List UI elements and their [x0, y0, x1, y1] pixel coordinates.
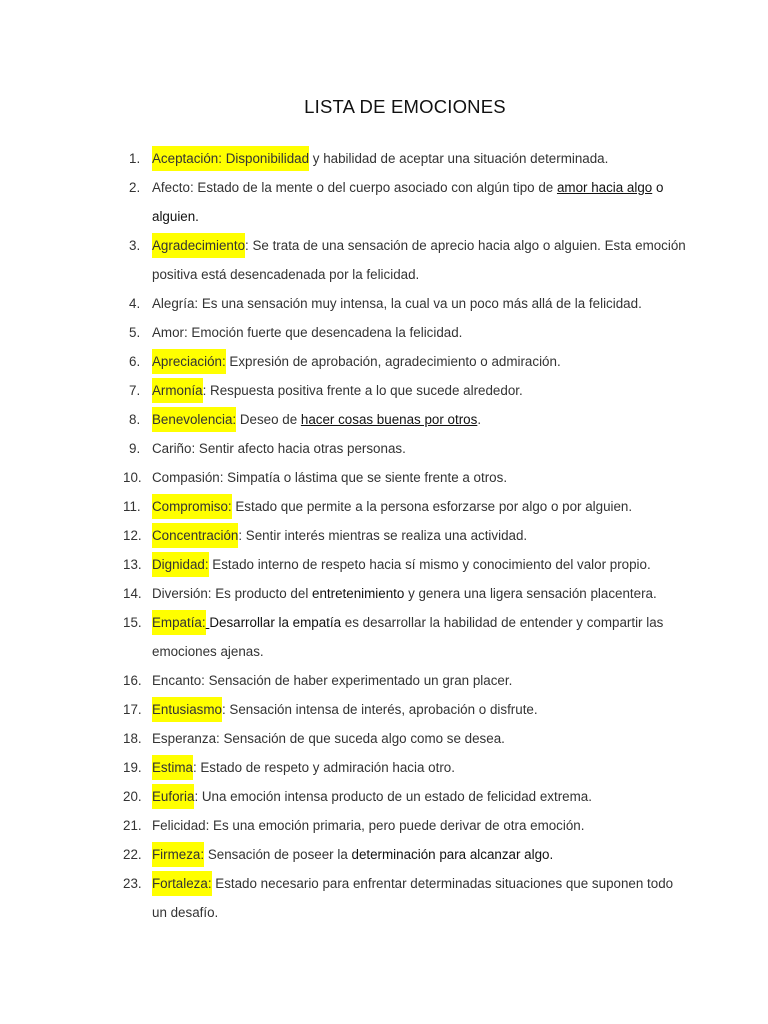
- list-item-text: .: [477, 412, 482, 427]
- list-item-text: Expresión de aprobación, agradecimiento o admiración.: [225, 354, 561, 369]
- list-item-number: 4.: [129, 296, 141, 311]
- list-item-text: : Se trata de una sensación de aprecio hacia algo o alguien. Esta emoción: [245, 238, 686, 253]
- list-item: [0, 811, 768, 840]
- highlighted-term: Concentración: [152, 523, 238, 548]
- emotion-list: [0, 144, 768, 927]
- list-item-number: 12.: [123, 528, 142, 543]
- highlighted-term: ecimiento: [188, 233, 245, 258]
- underlined-text: hacer cosas buenas por otros: [300, 412, 478, 427]
- list-item-line: [0, 231, 768, 260]
- list-item-text: Compasión: Simpatía o lástima que se siente frente a otros.: [152, 470, 508, 485]
- list-item: [0, 463, 768, 492]
- highlighted-term: Entusiasmo: [152, 697, 222, 722]
- highlighted-term: Aceptación: Disponibilidad: [152, 146, 309, 171]
- list-item: [0, 666, 768, 695]
- list-item-number: 2.: [129, 180, 141, 195]
- list-item-text: Sensación de poseer la: [204, 847, 352, 862]
- list-item-text: o: [652, 180, 664, 195]
- list-item-number: 9.: [129, 441, 141, 456]
- highlighted-term: Agrad: [152, 233, 188, 258]
- list-item-text: : Estado de respeto y admiración hacia otro.: [192, 760, 455, 775]
- list-item: [0, 869, 768, 927]
- highlighted-term: Firmeza:: [152, 842, 204, 867]
- list-item-text: : Respuesta positiva frente a lo que sucede alrededor.: [202, 383, 523, 398]
- list-item: [0, 840, 768, 869]
- highlighted-term: Dignidad:: [152, 552, 209, 577]
- list-item-text: Esperanza: Sensación de que suceda algo como se desea.: [152, 731, 505, 746]
- list-item: [0, 608, 768, 666]
- list-item-number: 18.: [123, 731, 142, 746]
- list-item: [0, 695, 768, 724]
- list-item-number: 5.: [129, 325, 141, 340]
- page-title: LISTA DE EMOCIONES: [304, 96, 506, 117]
- highlighted-term: Compromiso:: [152, 494, 232, 519]
- list-item-line: [0, 202, 768, 231]
- list-item-text: Alegría: Es una sensación muy intensa, la cual va un poco más allá de la felicidad.: [152, 296, 642, 311]
- list-item-line: [0, 347, 768, 376]
- list-item-text: determinación para alcanzar algo.: [351, 847, 554, 862]
- list-item-text: entretenimiento: [312, 586, 405, 601]
- list-item-text: Felicidad: Es una emoción primaria, pero puede derivar de otra emoción.: [152, 818, 585, 833]
- highlighted-term: Estima: [152, 755, 193, 780]
- list-item: [0, 405, 768, 434]
- list-item: [0, 724, 768, 753]
- list-item-text: y habilidad de aceptar una situación determinada.: [309, 151, 609, 166]
- list-item-line: [0, 405, 768, 434]
- list-item-line: [0, 289, 768, 318]
- highlighted-term: Armonía: [152, 378, 203, 403]
- list-item-number: 3.: [129, 238, 141, 253]
- list-item-line: [0, 492, 768, 521]
- list-item-line: [0, 608, 768, 637]
- list-item-number: 7.: [129, 383, 141, 398]
- list-item-line: [0, 434, 768, 463]
- list-item-text: Diversión: Es producto del: [152, 586, 313, 601]
- list-item: [0, 289, 768, 318]
- list-item-number: 21.: [123, 818, 142, 833]
- highlighted-term: Empatía:: [152, 610, 206, 635]
- list-item-number: 15.: [123, 615, 142, 630]
- list-item-number: 8.: [129, 412, 141, 427]
- list-item-number: 17.: [123, 702, 142, 717]
- list-item-text: Cariño: Sentir afecto hacia otras personas.: [152, 441, 406, 456]
- highlighted-term: Apreciación:: [152, 349, 226, 374]
- highlighted-term: Fortaleza:: [152, 871, 212, 896]
- list-item-text: Desarrollar la empatía: [209, 615, 342, 630]
- list-item-line: [0, 463, 768, 492]
- list-item: [0, 521, 768, 550]
- highlighted-term: Euforia: [152, 784, 194, 809]
- list-item-line: [0, 840, 768, 869]
- list-item-number: 16.: [123, 673, 142, 688]
- list-item-number: 19.: [123, 760, 142, 775]
- list-item-line: [0, 753, 768, 782]
- list-item-number: 14.: [123, 586, 142, 601]
- list-item: [0, 318, 768, 347]
- list-item-line: [0, 550, 768, 579]
- list-item-text: y genera una ligera sensación placentera.: [404, 586, 657, 601]
- list-item: [0, 492, 768, 521]
- list-item: [0, 144, 768, 173]
- list-item-text: : Una emoción intensa producto de un estado de felicidad extrema.: [194, 789, 592, 804]
- list-item-text: un desafío.: [152, 905, 219, 920]
- list-item-number: 20.: [123, 789, 142, 804]
- list-item-text: alguien.: [152, 209, 199, 224]
- list-item-line: [0, 666, 768, 695]
- list-item-line: [0, 579, 768, 608]
- list-item: [0, 782, 768, 811]
- highlighted-term: Benevolencia:: [152, 407, 236, 432]
- list-item-line: [0, 318, 768, 347]
- list-item: [0, 173, 768, 231]
- list-item-text: Afecto: Estado de la mente o del cuerpo asociado con algún tipo de: [152, 180, 557, 195]
- list-item-number: 1.: [129, 151, 141, 166]
- list-item-line: [0, 898, 768, 927]
- list-item: [0, 579, 768, 608]
- list-item-line: [0, 260, 768, 289]
- list-item-text: Encanto: Sensación de haber experimentado un gran placer.: [152, 673, 513, 688]
- list-item-text: : Sensación intensa de interés, aprobación o disfrute.: [221, 702, 538, 717]
- list-item: [0, 434, 768, 463]
- list-item-text: es desarrollar la habilidad de entender y compartir las: [341, 615, 664, 630]
- list-item-number: 23.: [123, 876, 142, 891]
- list-item-text: Deseo de: [236, 412, 301, 427]
- list-item-number: 22.: [123, 847, 142, 862]
- list-item-text: Estado que permite a la persona esforzarse por algo o por alguien.: [231, 499, 633, 514]
- list-item-text: emociones ajenas.: [152, 644, 264, 659]
- list-item-line: [0, 376, 768, 405]
- list-item: [0, 347, 768, 376]
- list-item-text: : Sentir interés mientras se realiza una actividad.: [238, 528, 528, 543]
- list-item-line: [0, 811, 768, 840]
- list-item-line: [0, 173, 768, 202]
- list-item: [0, 376, 768, 405]
- list-item-text: Estado interno de respeto hacia sí mismo y conocimiento del valor propio.: [208, 557, 651, 572]
- list-item-number: 13.: [123, 557, 142, 572]
- list-item-text: positiva está desencadenada por la felicidad.: [152, 267, 420, 282]
- list-item-line: [0, 782, 768, 811]
- list-item-line: [0, 521, 768, 550]
- list-item-line: [0, 724, 768, 753]
- list-item-line: [0, 637, 768, 666]
- list-item-number: 11.: [123, 499, 141, 514]
- list-item: [0, 231, 768, 289]
- list-item-line: [0, 869, 768, 898]
- list-item-number: 6.: [129, 354, 141, 369]
- underlined-text: amor hacia algo: [556, 180, 653, 195]
- list-item-text: Estado necesario para enfrentar determinadas situaciones que suponen todo: [211, 876, 674, 891]
- list-item: [0, 753, 768, 782]
- list-item-line: [0, 144, 768, 173]
- list-item-line: [0, 695, 768, 724]
- list-item-number: 10.: [123, 470, 142, 485]
- list-item: [0, 550, 768, 579]
- list-item-text: Amor: Emoción fuerte que desencadena la felicidad.: [152, 325, 463, 340]
